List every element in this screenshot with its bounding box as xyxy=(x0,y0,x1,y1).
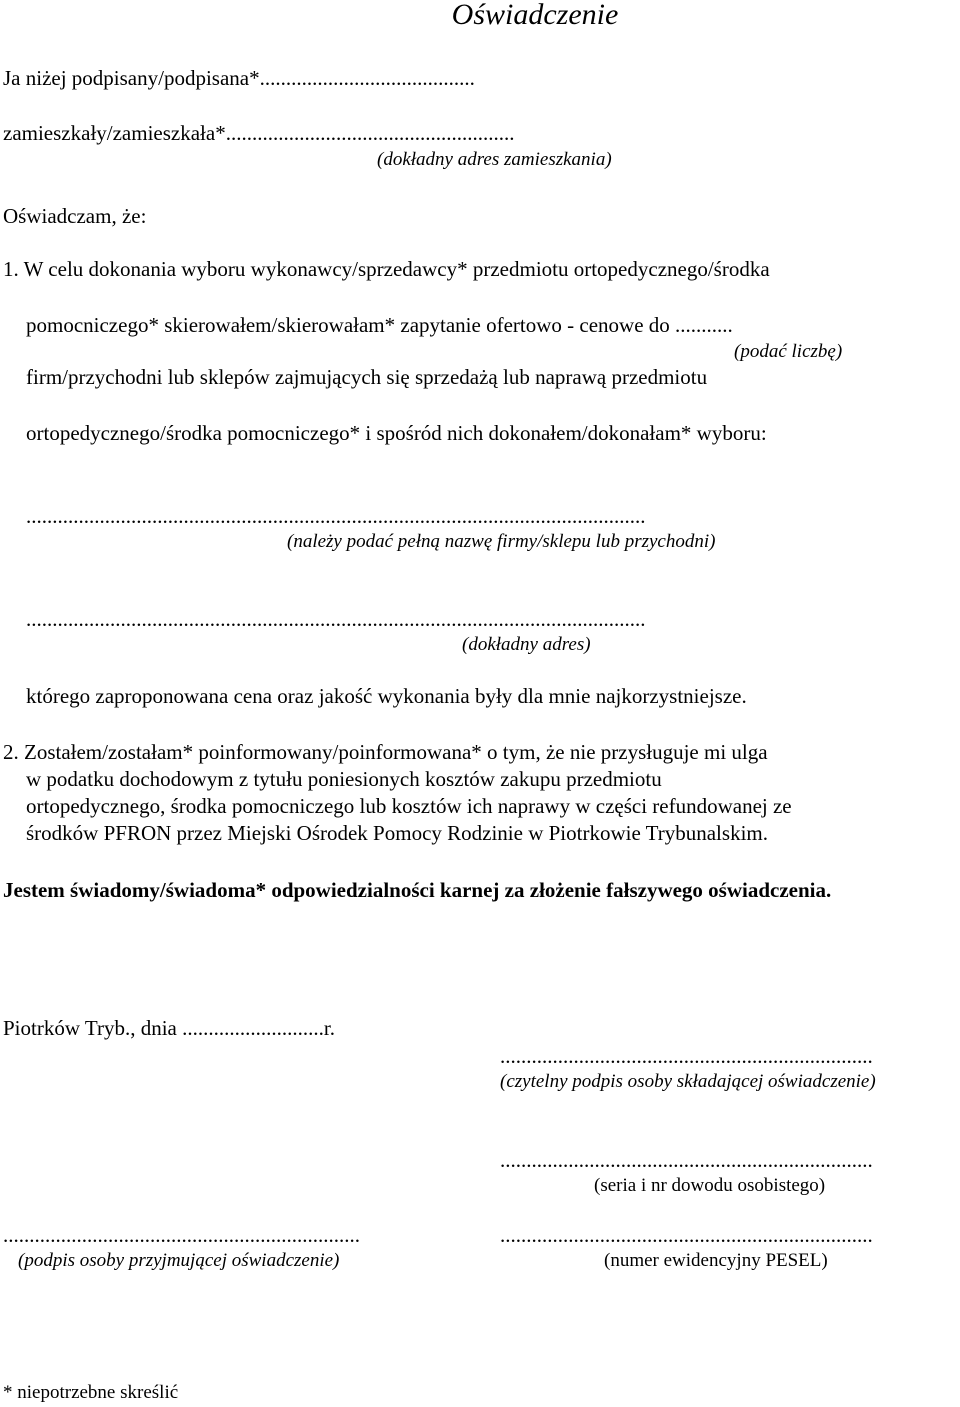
point2-line2: w podatku dochodowym z tytułu poniesionych kosztów zakupu przedmiotu xyxy=(26,767,662,791)
count-hint: (podać liczbę) xyxy=(734,341,843,362)
declarant-signature-dots: ....................................................................... xyxy=(500,1044,873,1068)
declare-heading: Oświadczam, że: xyxy=(3,204,147,228)
place-date: Piotrków Tryb., dnia ...........................r. xyxy=(3,1016,335,1040)
signer-line: Ja niżej podpisany/podpisana*......................................... xyxy=(3,66,475,90)
receiver-signature-dots: .................................................................... xyxy=(3,1223,360,1247)
liability-statement: Jestem świadomy/świadoma* odpowiedzialności karnej za złożenie fałszywego oświadczenia. xyxy=(3,878,832,902)
point1-line4: ortopedycznego/środka pomocniczego* i spośród nich dokonałem/dokonałam* wyboru: xyxy=(26,421,767,445)
resident-line: zamieszkały/zamieszkała*....................................................... xyxy=(3,121,515,145)
company-dots: ...................................................................................................................... xyxy=(26,504,646,528)
pesel-label: (numer ewidencyjny PESEL) xyxy=(604,1250,828,1271)
id-document-label: (seria i nr dowodu osobistego) xyxy=(594,1175,826,1196)
document-title: Oświadczenie xyxy=(451,0,619,31)
declarant-signature-label: (czytelny podpis osoby składającej oświadczenie) xyxy=(500,1071,876,1092)
point1-line2: pomocniczego* skierowałem/skierowałam* zapytanie ofertowo - cenowe do ........... xyxy=(26,313,733,337)
company-address-dots: ...................................................................................................................... xyxy=(26,607,646,631)
id-document-dots: ....................................................................... xyxy=(500,1148,873,1172)
point2-line3: ortopedycznego, środka pomocniczego lub kosztów ich naprawy w części refundowanej ze xyxy=(26,794,792,818)
company-hint: (należy podać pełną nazwę firmy/sklepu lub przychodni) xyxy=(287,531,716,552)
company-address-hint: (dokładny adres) xyxy=(462,634,591,655)
point2-line1: 2. Zostałem/zostałam* poinformowany/poinformowana* o tym, że nie przysługuje mi ulga xyxy=(3,740,768,764)
point1-line3: firm/przychodni lub sklepów zajmujących się sprzedażą lub naprawą przedmiotu xyxy=(26,365,708,389)
point1-line1: 1. W celu dokonania wyboru wykonawcy/sprzedawcy* przedmiotu ortopedycznego/środka xyxy=(3,257,770,281)
receiver-signature-label: (podpis osoby przyjmującej oświadczenie) xyxy=(18,1250,340,1271)
point2-line4: środków PFRON przez Miejski Ośrodek Pomocy Rodzinie w Piotrkowie Trybunalskim. xyxy=(26,821,768,845)
point1-final-line: którego zaproponowana cena oraz jakość wykonania były dla mnie najkorzystniejsze. xyxy=(26,684,747,708)
address-hint: (dokładny adres zamieszkania) xyxy=(377,149,612,170)
footnote: * niepotrzebne skreślić xyxy=(3,1382,179,1403)
pesel-dots: ....................................................................... xyxy=(500,1223,873,1247)
